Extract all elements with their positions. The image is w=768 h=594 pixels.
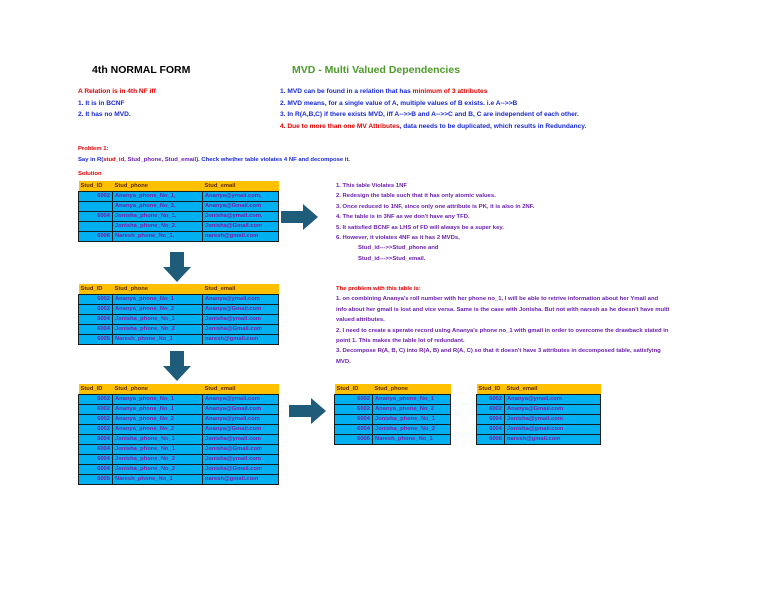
table-cell: 6002: [79, 394, 113, 404]
table-row: [79, 211, 279, 221]
col-header: Stud_phone: [113, 181, 203, 191]
table-row: [477, 434, 601, 444]
table-cell: 6006: [335, 434, 373, 444]
problem-text-a: Say in R(: [78, 157, 104, 163]
table-row: [335, 434, 451, 444]
table-cell: Ananya_phone_No_2,: [113, 201, 203, 211]
table-row: [79, 191, 279, 201]
table-cell: Jonisha@Gmail.com: [203, 221, 279, 231]
table-cell: 6004: [79, 454, 113, 464]
table-cell: 6002: [335, 394, 373, 404]
note-line: valued attributes.: [336, 317, 385, 324]
table-cell: [79, 201, 113, 211]
mvd-point-4: [280, 121, 586, 133]
table-cell: 6005: [79, 334, 113, 344]
table-cell: Ananya_phone_No_2: [113, 414, 203, 424]
table-cell: Jonisha@Gmail.com: [203, 444, 279, 454]
col-header: Stud_email: [203, 181, 279, 191]
table-original: [78, 181, 279, 242]
col-header: Stud_phone: [113, 384, 203, 394]
table-cell: 6002: [477, 394, 505, 404]
table-cell: 6006: [477, 434, 505, 444]
table-cell: Ananya@ymail.com,: [203, 191, 279, 201]
note-line: MVD.: [336, 358, 351, 365]
table-row: [79, 464, 279, 474]
col-header: Stud_phone: [113, 284, 203, 294]
table-cell: 6002: [79, 424, 113, 434]
table-cell: Ananya@Gmail.com: [203, 201, 279, 211]
mvd-point-4-a: 4. Due to more than one MV Attributes: [280, 122, 400, 130]
table-cell: Jonisha_phone_No_2,: [113, 221, 203, 231]
col-header: Stud_email: [203, 384, 279, 394]
table-1nf: [78, 284, 279, 345]
table-row: [335, 404, 451, 414]
solution-label: Solution: [78, 171, 102, 177]
table-cell: Jonisha_phone_No_1: [113, 314, 203, 324]
table-cell: Ananya@ymail.com: [203, 394, 279, 404]
note-line: Stud_id--->>Stud_email.: [358, 255, 426, 262]
table-cell: 6004: [79, 434, 113, 444]
problem-text-c: , Stud_phone, Stud_email: [124, 157, 197, 163]
col-header: Stud_ID: [477, 384, 505, 394]
table-row: [477, 424, 601, 434]
table-stud-email: [476, 384, 601, 445]
intro-line2: 1. It is in BCNF: [78, 99, 125, 107]
table-cell: 6002: [79, 404, 113, 414]
note-line: 3. Once reduced to 1NF, since only one attribute is PK, it is also in 2NF.: [336, 203, 535, 210]
table-row: [79, 414, 279, 424]
note-line: 4. The table is in 3NF as we don't have any TFD.: [336, 214, 470, 221]
table-cell: 6004: [79, 314, 113, 324]
table-row: [79, 201, 279, 211]
table-row: [79, 454, 279, 464]
table-cell: Jonisha_phone_No_1: [113, 444, 203, 454]
table-cell: Ananya@Gmail.com: [203, 424, 279, 434]
table-cell: 6006: [79, 231, 113, 241]
normalization-notes: [336, 181, 534, 264]
table-cell: Jonisha@ymail.com: [505, 414, 601, 424]
arrow-down-icon: [163, 351, 191, 381]
table-row: [477, 414, 601, 424]
note-line: 1. on combining Ananya's roll number with her phone no_1, I will be able to retrive information about her Ymail and: [336, 296, 659, 303]
col-header: Stud_email: [505, 384, 601, 394]
table-cell: Ananya_phone_No_1: [113, 294, 203, 304]
col-header: Stud_phone: [373, 384, 451, 394]
table-cell: Ananya_phone_No_1: [373, 394, 451, 404]
table-cell: 6005: [79, 474, 113, 484]
table-cell: Ananya@ymail.com: [505, 394, 601, 404]
table-row: [79, 474, 279, 484]
table-cell: Ananya@Gmail.com: [505, 404, 601, 414]
table-cell: Ananya@ymail.com: [203, 414, 279, 424]
note-line: 1. This table Violates 1NF: [336, 183, 407, 189]
table-cell: 6004: [79, 464, 113, 474]
table-row: [79, 444, 279, 454]
intro-line3: 2. It has no MVD.: [78, 111, 131, 118]
table-header-row: [79, 284, 279, 294]
table-cell: Jonisha_phone_No_2: [373, 424, 451, 434]
table-cell: naresh@gmail.com: [203, 334, 279, 344]
mvd-point-3: 3. In R(A,B,C) if there exists MVD, iff A-->>B and A-->>C and B, C are independent of each other.: [280, 111, 579, 118]
table-cell: Jonisha_phone_No_2: [113, 324, 203, 334]
col-header: Stud_ID: [335, 384, 373, 394]
arrow-right-icon: [281, 204, 319, 230]
problem-text-b: stud_id: [103, 157, 125, 163]
table-cell: Jonisha@ymail.com: [203, 314, 279, 324]
table-row: [477, 394, 601, 404]
table-header-row: [79, 384, 279, 394]
mvd-point-4-b: , data needs to be duplicated, which results in Redundancy.: [399, 122, 587, 130]
table-row: [335, 394, 451, 404]
table-cell: 6002: [477, 404, 505, 414]
note-line: info about her gmail is lost and vice versa. Same is the case with Jonisha. But not with naresh as he doesn't have multi: [336, 306, 670, 313]
table-cell: 6004: [477, 424, 505, 434]
note-line: 2. I need to create a sperate record using Ananya's phone no_1 with gmail in order to overcome the drawback stated in: [336, 327, 669, 334]
table-row: [477, 404, 601, 414]
table-header-row: [335, 384, 451, 394]
table-row: [79, 404, 279, 414]
arrow-right-icon: [289, 398, 327, 424]
table-cell: 6004: [79, 444, 113, 454]
table-cell: 6004: [79, 211, 113, 221]
table-cell: Jonisha_phone_No_1: [373, 414, 451, 424]
table-row: [335, 424, 451, 434]
mvd-point-1-b: minimum of 3 attributes: [412, 88, 488, 95]
table-cell: Ananya_phone_No_1: [113, 394, 203, 404]
table-cell: 6002: [79, 414, 113, 424]
table-cell: Jonisha_phone_No_2: [113, 464, 203, 474]
table-cell: Jonisha@ymail.com: [203, 454, 279, 464]
table-cell: 6002: [79, 191, 113, 201]
table-cell: 6002: [335, 404, 373, 414]
mvd-point-1: [280, 86, 586, 98]
table-cell: Naresh_phone_No_1: [373, 434, 451, 444]
table-row: [335, 414, 451, 424]
table-cell: Jonisha_phone_No_1,: [113, 211, 203, 221]
table-cell: 6002: [79, 294, 113, 304]
table-cell: Ananya_phone_No_1,: [113, 191, 203, 201]
table-cell: Jonisha@ymail.com,: [203, 211, 279, 221]
table-row: [79, 394, 279, 404]
table-redundant: [78, 384, 279, 485]
problem-notes: [336, 284, 669, 367]
note-line: 5. It satisfied BCNF as LHS of FD will always be a super key.: [336, 224, 504, 231]
table-cell: Ananya@ymail.com: [203, 294, 279, 304]
problem-text: [78, 157, 350, 163]
table-cell: Ananya@Gmail.com: [203, 404, 279, 414]
problem-label: Problem 1:: [78, 146, 109, 152]
table-cell: 6004: [335, 414, 373, 424]
table-row: [79, 221, 279, 231]
table-cell: Ananya@Gmail.com: [203, 304, 279, 314]
table-cell: naresh@gmail.com: [203, 474, 279, 484]
col-header: Stud_ID: [79, 284, 113, 294]
problem-text-d: ). Check whether table violates 4 NF and decompose it.: [196, 157, 351, 163]
table-row: [79, 304, 279, 314]
mvd-title: MVD - Multi Valued Dependencies: [292, 64, 461, 76]
table-row: [79, 324, 279, 334]
page-title: 4th NORMAL FORM: [92, 64, 191, 76]
table-cell: 6004: [79, 324, 113, 334]
table-row: [79, 294, 279, 304]
note-line: 6. However, it violates 4NF as it has 2 MVDs,: [336, 235, 460, 242]
problem-notes-heading: The problem with this table is:: [336, 286, 421, 292]
table-cell: Naresh_phone_No_1: [113, 474, 203, 484]
left-intro: [78, 86, 156, 121]
note-line: 3. Decompose R(A, B, C) into R(A, B) and R(A, C) so that it doesn't have 3 attributes in decomposed table, satisfying: [336, 348, 661, 355]
table-cell: Naresh_phone_No_1,: [113, 231, 203, 241]
table-cell: Jonisha_phone_No_1: [113, 434, 203, 444]
table-cell: naresh@gmail.com: [505, 434, 601, 444]
table-cell: Jonisha@Gmail.com: [203, 324, 279, 334]
note-line: point 1. This makes the table lot of redundant.: [336, 338, 465, 345]
col-header: Stud_ID: [79, 384, 113, 394]
table-cell: Ananya_phone_No_2: [113, 424, 203, 434]
mvd-points: [280, 86, 586, 132]
table-cell: Ananya_phone_No_2: [373, 404, 451, 414]
table-cell: 6004: [335, 424, 373, 434]
table-row: [79, 434, 279, 444]
col-header: Stud_ID: [79, 181, 113, 191]
table-cell: Naresh_phone_No_1: [113, 334, 203, 344]
table-cell: Ananya_phone_No_1: [113, 404, 203, 414]
table-header-row: [79, 181, 279, 191]
table-header-row: [477, 384, 601, 394]
table-row: [79, 424, 279, 434]
table-cell: naresh@gmail.com: [203, 231, 279, 241]
note-line: Stud_id--->>Stud_phone and: [358, 245, 439, 252]
table-cell: Jonisha@ymail.com: [203, 434, 279, 444]
table-cell: 6002: [79, 304, 113, 314]
table-cell: Jonisha@gmail.com: [505, 424, 601, 434]
table-cell: Jonisha_phone_No_2: [113, 454, 203, 464]
mvd-point-1-a: 1. MVD can be found in a relation that has: [280, 88, 413, 95]
table-stud-phone: [334, 384, 451, 445]
table-cell: 6004: [477, 414, 505, 424]
table-row: [79, 231, 279, 241]
table-row: [79, 334, 279, 344]
mvd-point-2: 2. MVD means, for a single value of A, multiple values of B exists. i.e A-->>B: [280, 99, 518, 107]
table-cell: [79, 221, 113, 231]
arrow-down-icon: [163, 252, 191, 282]
intro-line1: A Relation is in 4th NF iff: [78, 88, 156, 95]
note-line: 2. Redesign the table such that it has only atomic values.: [336, 193, 496, 200]
table-cell: Ananya_phone_No_2: [113, 304, 203, 314]
table-row: [79, 314, 279, 324]
table-cell: Jonisha@Gmail.com: [203, 464, 279, 474]
col-header: Stud_email: [203, 284, 279, 294]
